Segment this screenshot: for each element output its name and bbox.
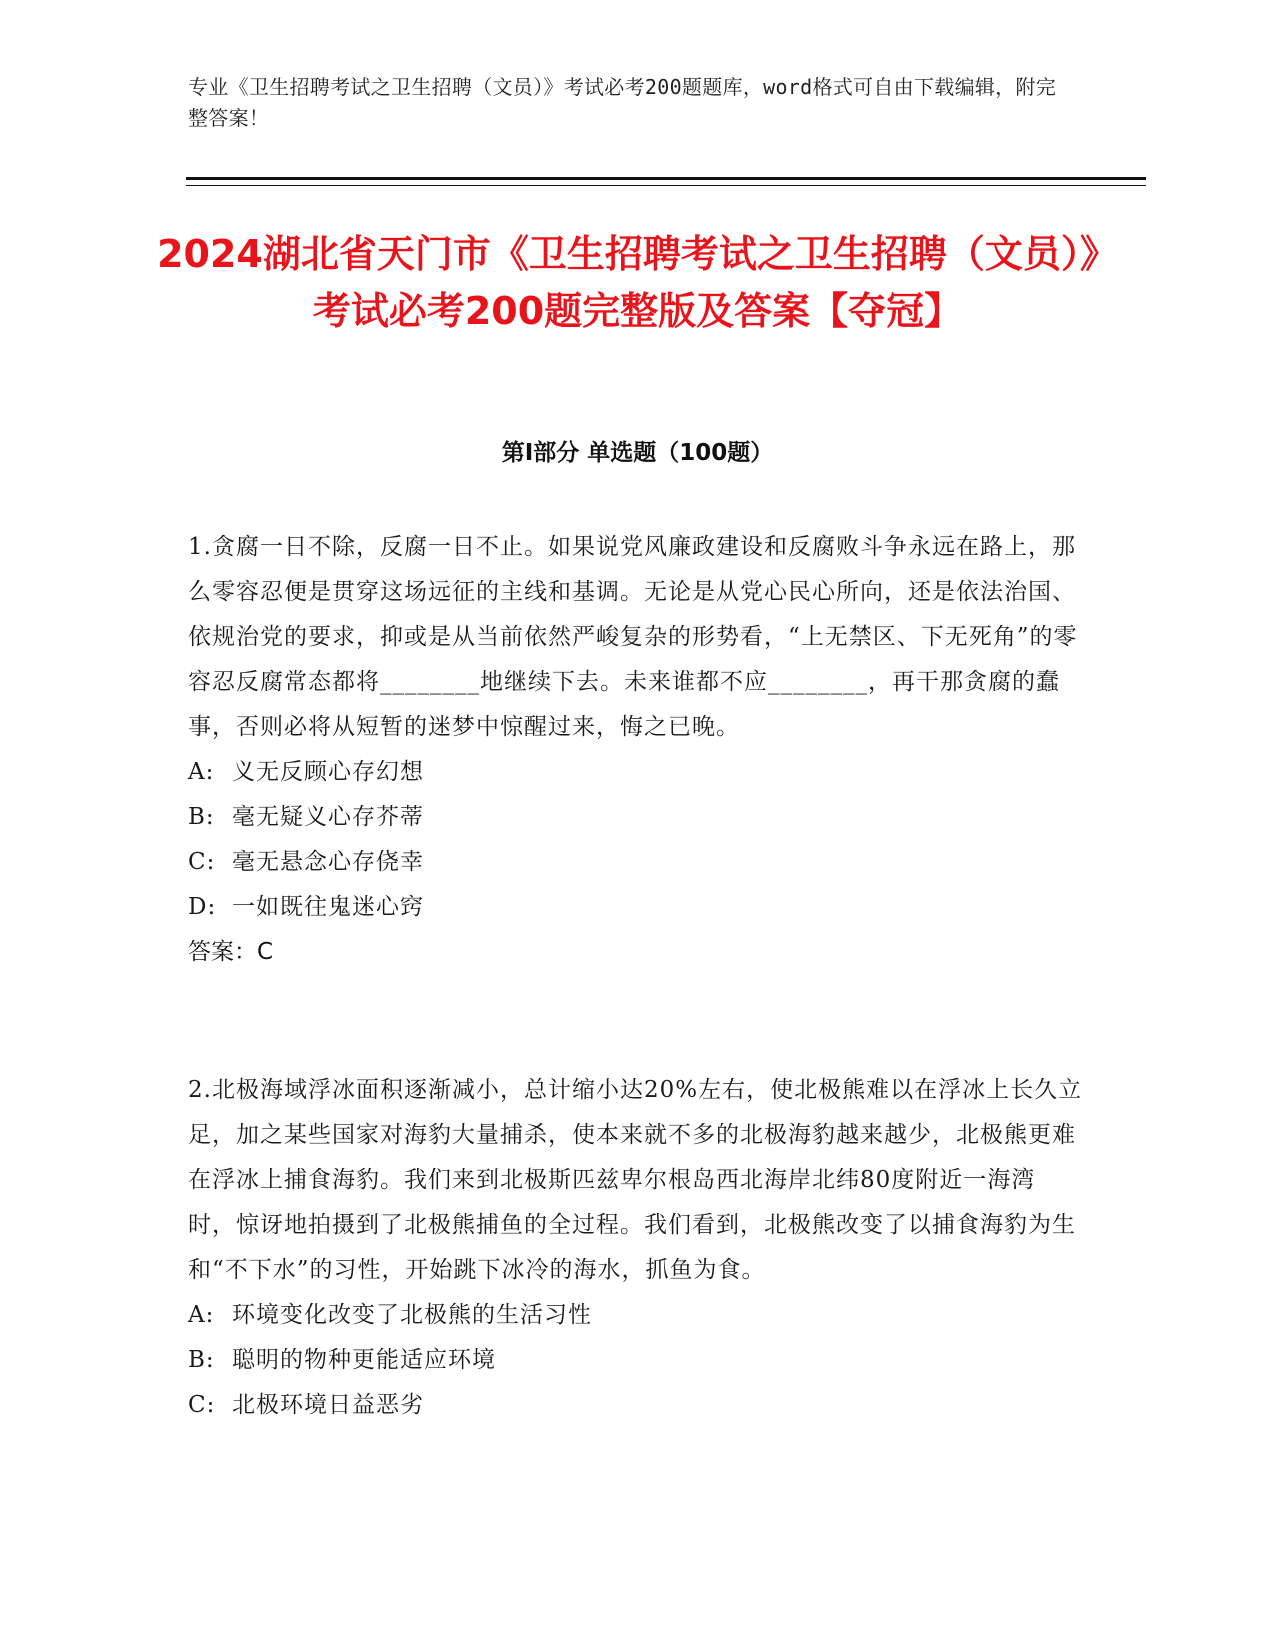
option-a <box>188 750 1083 795</box>
header-rule-thick <box>186 177 1146 180</box>
question-2 <box>188 1068 1083 1428</box>
option-d <box>188 885 1083 930</box>
option-text: 毫无疑义心存芥蒂 <box>232 804 424 830</box>
answer-line: 答案：C <box>188 939 274 965</box>
section-title: 第I部分 单选题（100题） <box>501 440 774 466</box>
option-text: 义无反顾心存幻想 <box>232 759 424 785</box>
option-b <box>188 795 1083 840</box>
option-c <box>188 1383 1083 1428</box>
header-note: 专业《卫生招聘考试之卫生招聘（文员）》考试必考200题题库，word格式可自由下载编辑，附完整答案！ <box>188 75 1057 130</box>
header-rule-thin <box>186 185 1146 186</box>
option-key: B: <box>188 804 215 830</box>
option-text: 毫无悬念心存侥幸 <box>232 849 424 875</box>
option-text: 环境变化改变了北极熊的生活习性 <box>232 1302 592 1328</box>
option-key: A: <box>188 1302 215 1328</box>
option-text: 聪明的物种更能适应环境 <box>232 1347 496 1373</box>
option-key: A: <box>188 759 215 785</box>
question-stem: 1.贪腐一日不除，反腐一日不止。如果说党风廉政建设和反腐败斗争永远在路上，那么零容忍便是贯穿这场远征的主线和基调。无论是从党心民心所向，还是依法治国、依规治党的要求，抑或是从当前依然严峻复杂的形势看，“上无禁区、下无死角”的零容忍反腐常态都将________地继续下去。未来谁都不应________，再干那贪腐的蠢事，否则必将从短暂的迷梦中惊醒过来，悔之已晚。 <box>188 534 1078 740</box>
option-a <box>188 1293 1083 1338</box>
option-text: 一如既往鬼迷心窍 <box>232 894 424 920</box>
question-1 <box>188 525 1083 975</box>
option-text: 北极环境日益恶劣 <box>232 1392 424 1418</box>
document-title: 2024湖北省天门市《卫生招聘考试之卫生招聘（文员）》考试必考200题完整版及答案【夺冠】 <box>157 232 1118 333</box>
option-key: C: <box>188 1392 216 1418</box>
question-stem: 2.北极海域浮冰面积逐渐减小，总计缩小达20%左右，使北极熊难以在浮冰上长久立足，加之某些国家对海豹大量捕杀，使本来就不多的北极海豹越来越少，北极熊更难在浮冰上捕食海豹。我们来到北极斯匹兹卑尔根岛西北海岸北纬80度附近一海湾时，惊讶地拍摄到了北极熊捕鱼的全过程。我们看到，北极熊改变了以捕食海豹为生和“不下水”的习性，开始跳下冰冷的海水，抓鱼为食。 <box>188 1077 1083 1283</box>
option-c <box>188 840 1083 885</box>
option-key: D: <box>188 894 217 920</box>
option-key: B: <box>188 1347 215 1373</box>
option-key: C: <box>188 849 216 875</box>
option-b <box>188 1338 1083 1383</box>
